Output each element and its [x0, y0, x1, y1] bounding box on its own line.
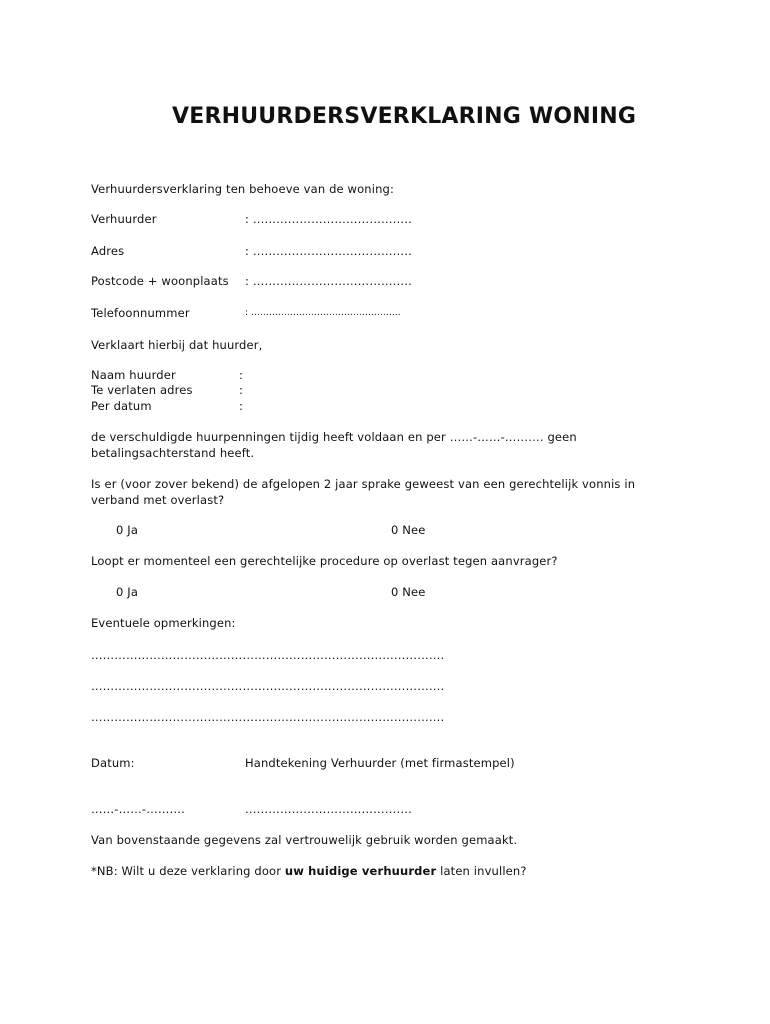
- date-label: Datum:: [91, 756, 135, 770]
- q1-option-nee: 0 Nee: [391, 523, 426, 537]
- nb-suffix: laten invullen?: [436, 864, 527, 878]
- tenant-value-datum: :: [239, 399, 244, 413]
- tenant-value-adres: :: [239, 383, 244, 397]
- declares-text: Verklaart hierbij dat huurder,: [91, 338, 263, 352]
- signature-label: Handtekening Verhuurder (met firmastempel): [245, 756, 515, 770]
- tenant-value-naam: :: [239, 368, 244, 382]
- tenant-label-datum: Per datum: [91, 399, 152, 413]
- confidential-note: Van bovenstaande gegevens zal vertrouwelijk gebruik worden gemaakt.: [91, 833, 518, 847]
- field-value-verhuurder: : …………………………………..: [245, 212, 412, 226]
- q2-option-ja: 0 Ja: [116, 585, 139, 599]
- nb-prefix: *NB: Wilt u deze verklaring door: [91, 864, 285, 878]
- field-value-adres: : …………………………………..: [245, 244, 412, 258]
- field-label-postcode: Postcode + woonplaats: [91, 274, 229, 288]
- document-title: VERHUURDERSVERKLARING WONING: [172, 104, 637, 129]
- question-procedure: Loopt er momenteel een gerechtelijke procedure op overlast tegen aanvrager?: [91, 554, 558, 568]
- field-label-adres: Adres: [91, 244, 125, 258]
- field-value-telefoon: : …………………………………………..: [245, 308, 401, 318]
- tenant-label-adres: Te verlaten adres: [91, 383, 193, 397]
- field-label-verhuurder: Verhuurder: [91, 212, 157, 226]
- question-vonnis: Is er (voor zover bekend) de afgelopen 2 jaar sprake geweest van een gerechtelijk vonnis in verband met overlast?: [91, 477, 636, 507]
- q1-option-ja: 0 Ja: [116, 523, 139, 537]
- nb-note: [91, 863, 527, 879]
- remarks-line: ……………………………………………………………………………….: [91, 648, 445, 662]
- signature-value: …………………………………….: [245, 802, 412, 816]
- q2-option-nee: 0 Nee: [391, 585, 426, 599]
- nb-emphasis: uw huidige verhuurder: [284, 864, 437, 878]
- remarks-line: ……………………………………………………………………………….: [91, 679, 445, 693]
- payment-statement: de verschuldigde huurpenningen tijdig heeft voldaan en per ……-……-………. geen betalingsachterstand heeft.: [91, 430, 577, 460]
- field-label-telefoon: Telefoonnummer: [91, 306, 190, 320]
- date-value: ……-……-……….: [91, 802, 185, 816]
- remarks-label: Eventuele opmerkingen:: [91, 616, 236, 630]
- field-value-postcode: : …………………………………..: [245, 274, 412, 288]
- tenant-label-naam: Naam huurder: [91, 368, 176, 382]
- intro-text: Verhuurdersverklaring ten behoeve van de woning:: [91, 182, 394, 196]
- remarks-line: ……………………………………………………………………………….: [91, 710, 445, 724]
